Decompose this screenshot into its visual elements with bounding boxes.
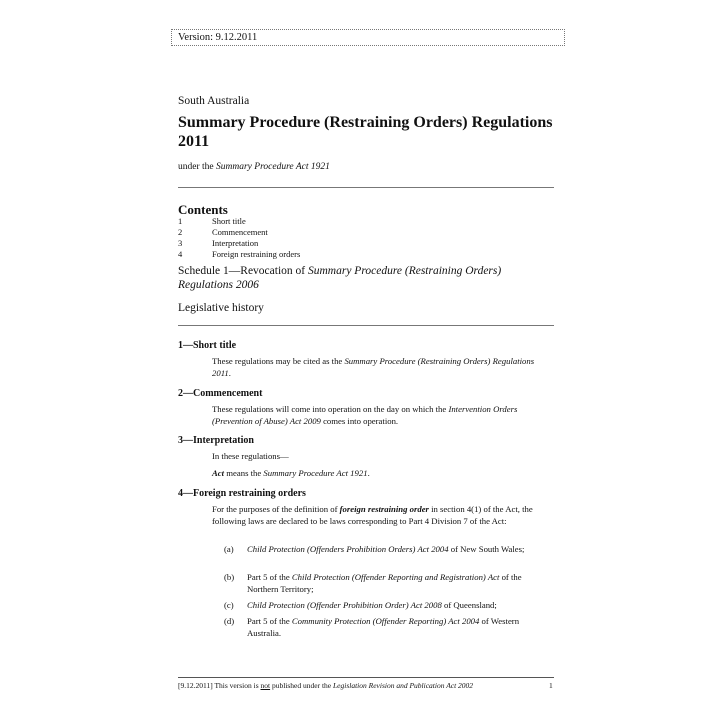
text-run: of New South Wales; bbox=[448, 544, 525, 554]
text-run: For the purposes of the definition of bbox=[212, 504, 340, 514]
section-text-commencement bbox=[212, 404, 552, 427]
table-of-contents bbox=[178, 216, 300, 260]
act-name: Intervention Orders (Prevention of Abuse) Act 2009 bbox=[212, 404, 518, 426]
paragraph-label: (d) bbox=[224, 616, 235, 626]
toc-item-number: 3 bbox=[178, 238, 183, 248]
toc-item[interactable] bbox=[178, 249, 300, 260]
divider bbox=[178, 187, 554, 188]
text-run: means the bbox=[224, 468, 264, 478]
section-text-foreign-restraining-orders bbox=[212, 504, 552, 527]
act-name: Child Protection (Offenders Prohibition Orders) Act 2004 bbox=[247, 544, 449, 554]
text-run: of Queensland; bbox=[441, 600, 497, 610]
toc-schedule-entry[interactable] bbox=[178, 264, 548, 292]
page-number: 1 bbox=[549, 681, 553, 690]
toc-item-label: Short title bbox=[212, 216, 246, 226]
section-heading-commencement: 2—Commencement bbox=[178, 388, 263, 399]
toc-item-number: 2 bbox=[178, 227, 183, 237]
schedule-act-name: Summary Procedure (Restraining Orders) Regulations 2006 bbox=[178, 265, 502, 291]
act-name: Child Protection (Offender Reporting and Registration) Act bbox=[291, 572, 500, 582]
toc-item-number: 4 bbox=[178, 249, 183, 259]
contents-heading: Contents bbox=[178, 202, 228, 217]
act-name: Community Protection (Offender Reporting) Act 2004 bbox=[291, 616, 480, 626]
footer-notice bbox=[178, 681, 473, 690]
under-act-name: Summary Procedure Act 1921 bbox=[216, 162, 330, 172]
section-text-short-title bbox=[212, 356, 552, 379]
version-label: Version: 9.12.2011 bbox=[178, 32, 258, 43]
toc-item[interactable] bbox=[178, 216, 300, 227]
text-run: . bbox=[228, 367, 231, 378]
defined-term: Act bbox=[212, 468, 225, 478]
paragraph-text bbox=[247, 544, 552, 556]
underlined-word: not bbox=[260, 681, 271, 690]
toc-item-label: Commencement bbox=[212, 227, 268, 237]
section-heading-short-title: 1—Short title bbox=[178, 340, 237, 351]
text-run: This version is bbox=[212, 681, 261, 690]
text-run: comes into operation. bbox=[320, 415, 399, 426]
act-name: Legislation Revision and Publication Act 2002 bbox=[333, 681, 474, 690]
schedule-prefix: Schedule 1—Revocation of bbox=[178, 265, 308, 277]
text-run: These regulations may be cited as the bbox=[212, 356, 345, 366]
footer-divider bbox=[178, 677, 554, 678]
under-act-line bbox=[178, 162, 330, 172]
section-heading-foreign-restraining-orders: 4—Foreign restraining orders bbox=[178, 488, 306, 499]
document-title: Summary Procedure (Restraining Orders) Regulations 2011 bbox=[178, 114, 553, 150]
toc-item-label: Interpretation bbox=[212, 238, 259, 248]
toc-item[interactable] bbox=[178, 227, 300, 238]
divider bbox=[178, 325, 554, 326]
toc-history-entry[interactable]: Legislative history bbox=[178, 302, 264, 314]
interpretation-intro: In these regulations— bbox=[212, 451, 289, 461]
text-run: of Western Australia. bbox=[247, 616, 520, 638]
text-run: Part 5 of the bbox=[247, 572, 292, 582]
act-name: Child Protection (Offender Prohibition Order) Act 2008 bbox=[247, 600, 442, 610]
footer-date: [9.12.2011] bbox=[178, 681, 213, 690]
text-run: in section 4(1) of the Act, the following laws are declared to be laws corresponding to Part 4 Division 7 of the Act: bbox=[212, 504, 533, 526]
definition-act bbox=[212, 468, 552, 480]
text-run: of the Northern Territory; bbox=[247, 572, 522, 594]
regulations-name: Summary Procedure (Restraining Orders) Regulations 2011 bbox=[212, 356, 535, 378]
text-run: Part 5 of the bbox=[247, 616, 292, 626]
toc-item-label: Foreign restraining orders bbox=[212, 249, 301, 259]
paragraph-label: (b) bbox=[224, 572, 235, 582]
defined-term: foreign restraining order bbox=[339, 504, 429, 514]
act-name: Summary Procedure Act 1921 bbox=[263, 468, 368, 478]
paragraph-text bbox=[247, 616, 552, 639]
toc-item[interactable] bbox=[178, 238, 300, 249]
section-heading-interpretation: 3—Interpretation bbox=[178, 435, 254, 446]
jurisdiction: South Australia bbox=[178, 95, 250, 107]
text-run: . bbox=[367, 468, 370, 478]
paragraph-text bbox=[247, 572, 552, 595]
version-box bbox=[171, 29, 565, 46]
paragraph-text bbox=[247, 600, 552, 612]
toc-item-number: 1 bbox=[178, 216, 183, 226]
paragraph-label: (c) bbox=[224, 600, 234, 610]
text-run: published under the bbox=[270, 681, 333, 690]
under-prefix: under the bbox=[178, 162, 216, 172]
text-run: These regulations will come into operation on the day on which the bbox=[212, 404, 449, 414]
paragraph-label: (a) bbox=[224, 544, 234, 554]
